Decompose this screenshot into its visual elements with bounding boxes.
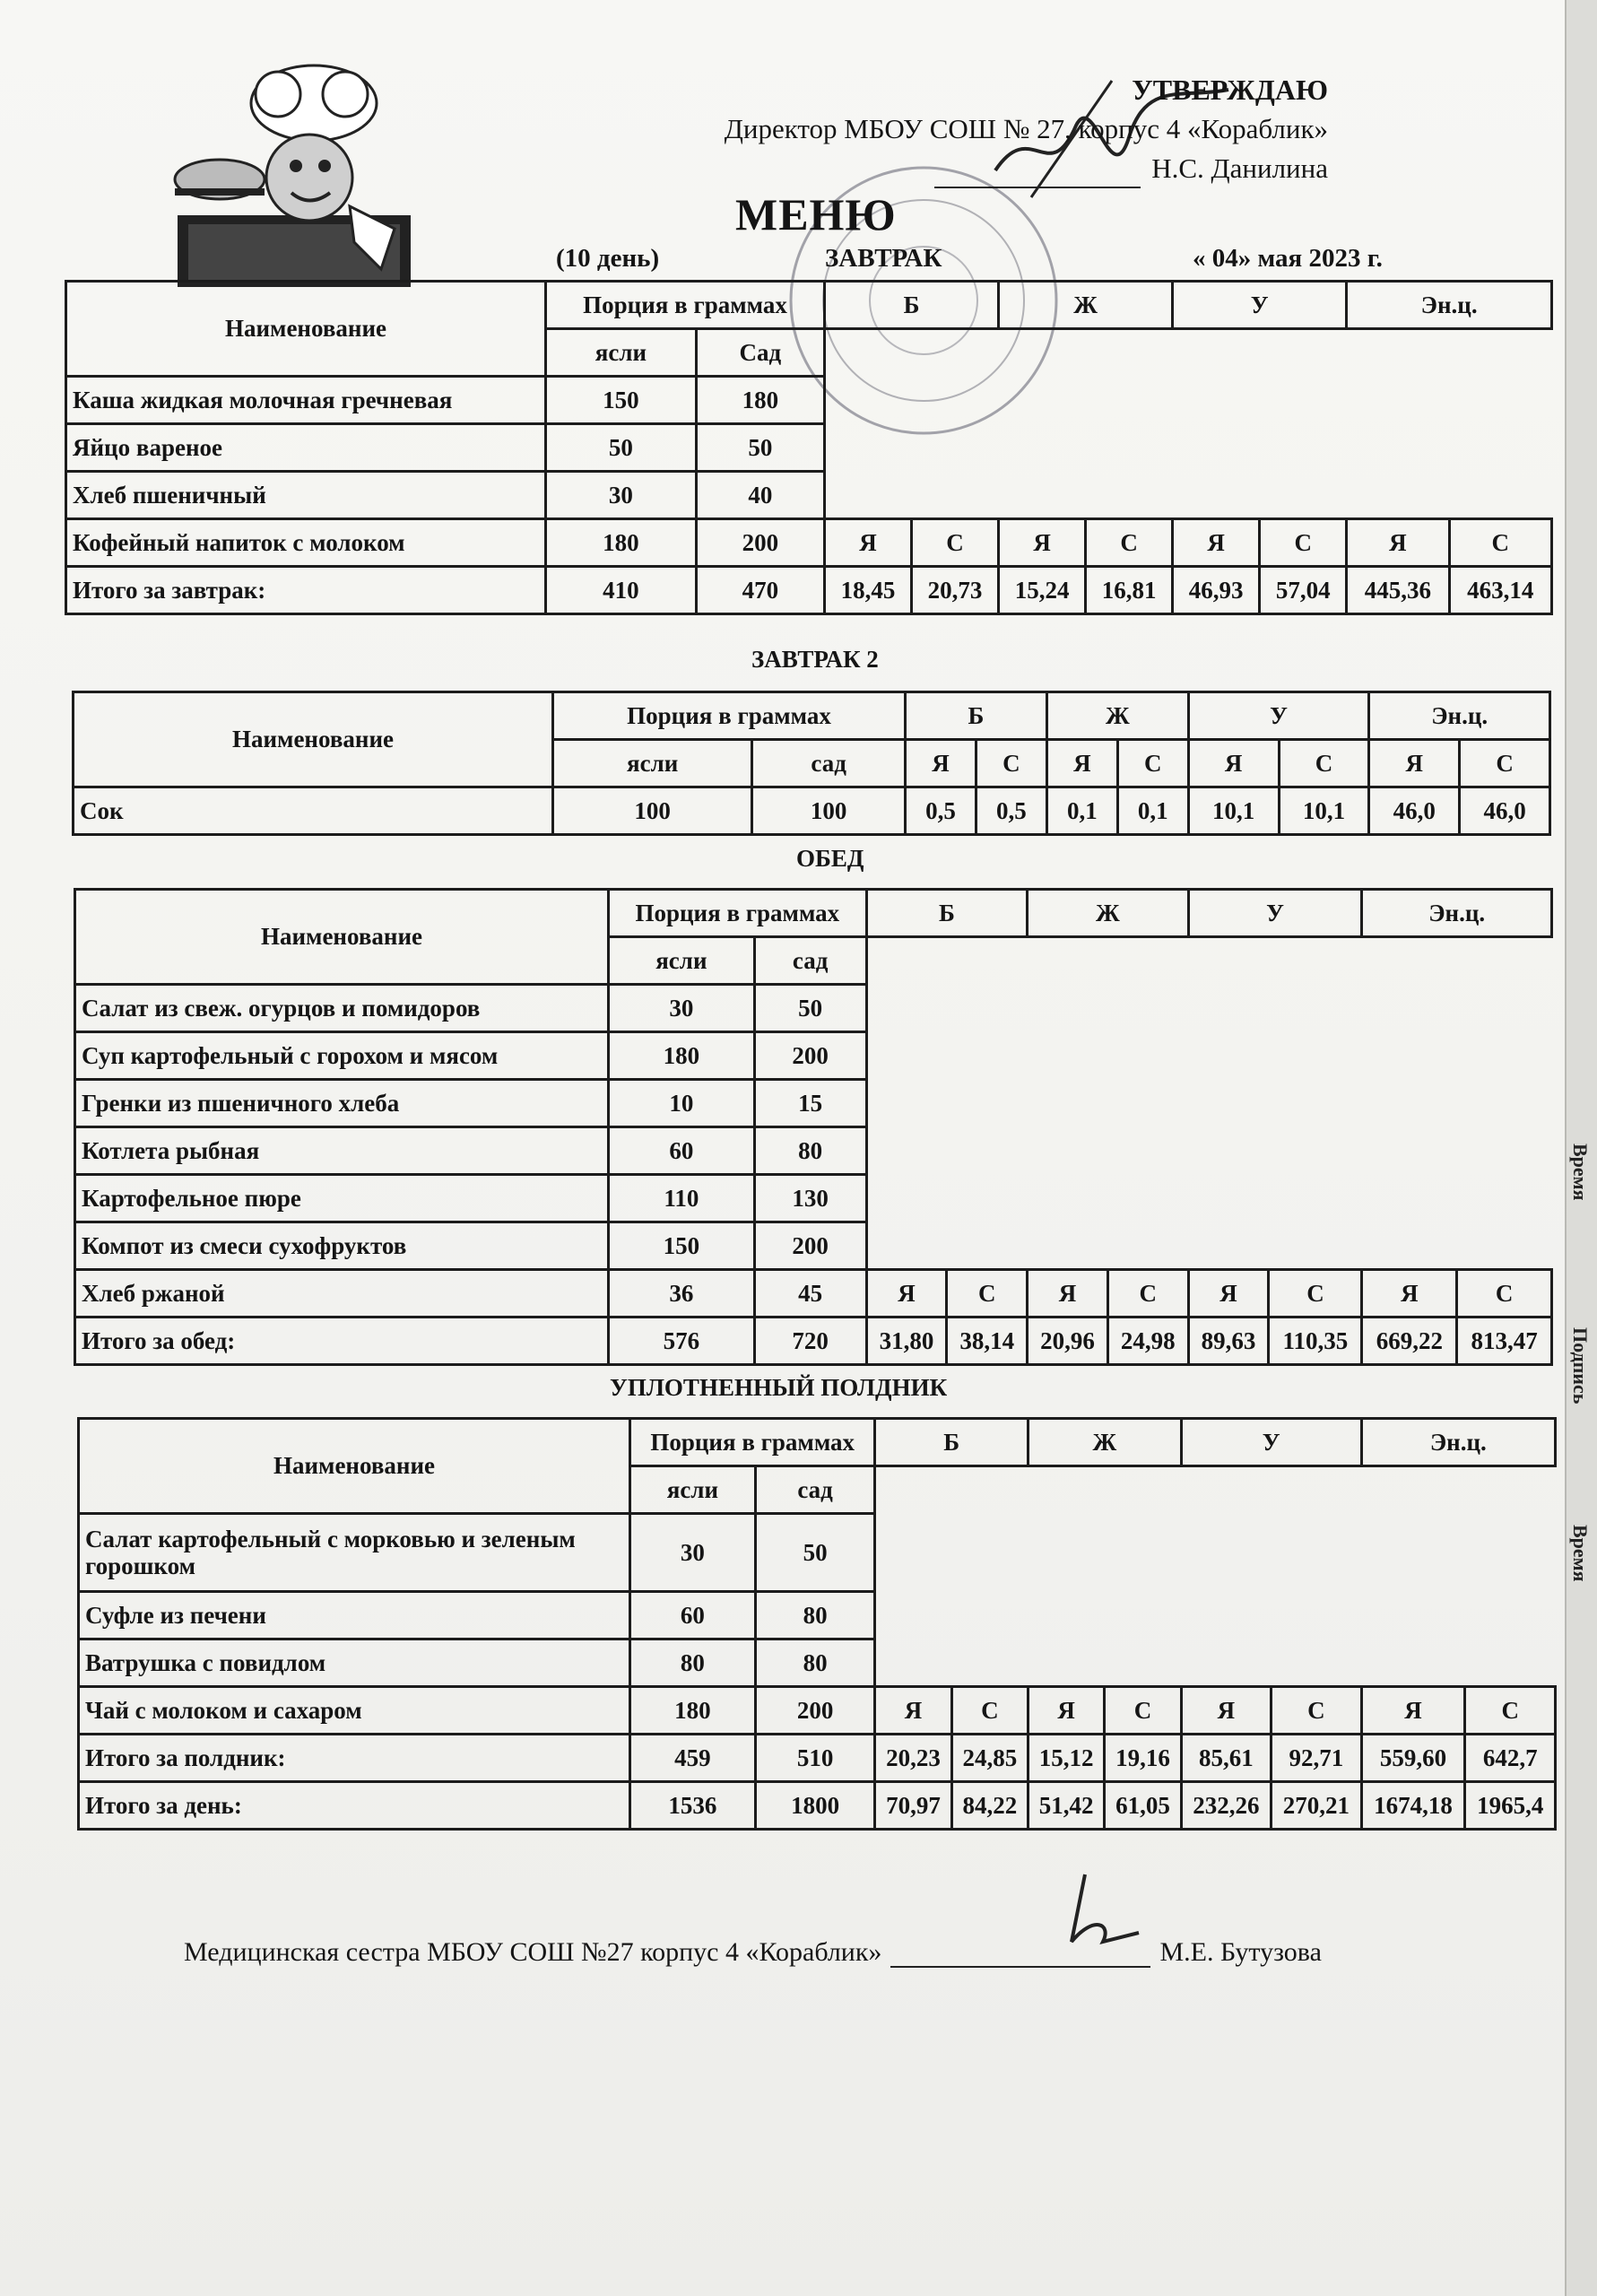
day-total-row: Итого за день: 1536 1800 70,97 84,22 51,42 61,05 232,26 270,21 1674,18 1965,4 bbox=[79, 1782, 1556, 1830]
col-zh: Ж bbox=[999, 282, 1173, 329]
table-row: Салат из свеж. огурцов и помидоров 30 50 bbox=[75, 985, 1552, 1032]
snack-title: УПЛОТНЕННЫЙ ПОЛДНИК bbox=[610, 1374, 948, 1401]
director-name: Н.С. Данилина bbox=[1151, 152, 1328, 184]
breakfast-table bbox=[65, 280, 1553, 615]
side-label-signature: Подпись bbox=[1569, 1327, 1592, 1405]
nurse-signature-line bbox=[890, 1941, 1150, 1968]
col-sad: Сад bbox=[696, 329, 824, 377]
table-row: Котлета рыбная 60 80 bbox=[75, 1127, 1552, 1175]
table-row: Гренки из пшеничного хлеба 10 15 bbox=[75, 1080, 1552, 1127]
table-row: Суп картофельный с горохом и мясом 180 200 bbox=[75, 1032, 1552, 1080]
breakfast2-table: Наименование Порция в граммах Б Ж У Эн.ц. ясли сад Я С Я С Я С Я С Сок 100 100 0,5 0,5 0,1 0,1 10,1 10,1 46,0 46,0 bbox=[72, 691, 1551, 836]
side-label-time-2: Время bbox=[1569, 1525, 1592, 1582]
footer-nurse bbox=[184, 1937, 1322, 1968]
director-signature-line bbox=[934, 161, 1141, 188]
table-row: Каша жидкая молочная гречневая 150 180 bbox=[66, 377, 1552, 424]
day-number: (10 день) bbox=[556, 244, 660, 273]
menu-date: « 04» мая 2023 г. bbox=[1193, 244, 1383, 273]
approval-block bbox=[725, 70, 1328, 188]
table-row: Компот из смеси сухофруктов 150 200 bbox=[75, 1222, 1552, 1270]
col-b: Б bbox=[824, 282, 998, 329]
col-portion: Порция в граммах bbox=[546, 282, 825, 329]
col-name: Наименование bbox=[66, 282, 546, 377]
table-row: Салат картофельный с морковью и зеленым горошком 30 50 bbox=[79, 1514, 1556, 1592]
table-row: Ватрушка с повидлом 80 80 bbox=[79, 1639, 1556, 1687]
table-row: Суфле из печени 60 80 bbox=[79, 1592, 1556, 1639]
table-row: Чай с молоком и сахаром 180 200 Я С Я С Я С Я С bbox=[79, 1687, 1556, 1735]
table-row: Сок 100 100 0,5 0,5 0,1 0,1 10,1 10,1 46,0 46,0 bbox=[74, 787, 1550, 835]
nurse-label: Медицинская сестра МБОУ СОШ №27 корпус 4 «Кораблик» bbox=[184, 1937, 882, 1967]
total-row: Итого за полдник: 459 510 20,23 24,85 15,12 19,16 85,61 92,71 559,60 642,7 bbox=[79, 1735, 1556, 1782]
nurse-name: М.Е. Бутузова bbox=[1159, 1937, 1322, 1967]
side-label-time-1: Время bbox=[1569, 1144, 1592, 1201]
table-row: Яйцо вареное 50 50 bbox=[66, 424, 1552, 472]
table-row: Хлеб пшеничный 30 40 bbox=[66, 472, 1552, 519]
col-yasli: ясли bbox=[546, 329, 697, 377]
total-row: Итого за завтрак: 410 470 18,45 20,73 15,24 16,81 46,93 57,04 445,36 463,14 bbox=[66, 567, 1552, 614]
menu-title: МЕНЮ bbox=[735, 189, 897, 239]
snack-table: Наименование Порция в граммах Б Ж У Эн.ц. ясли сад Салат картофельный с морковью и зеленым горошком 30 50 Суфле из печени 60 80 Ватрушка с повидлом 80 80 Чай с молоком и сахаром 180 200 Я С Я С Я С Я С Итого за полдник: 459 510 20,23 24,85 15,12 19,16 85,61 92,71 559,60 642,7 Итого за день: 1536 1800 70,97 84,22 51,42 61,05 232,26 270,21 1674,18 1965,4 bbox=[77, 1417, 1557, 1831]
approval-title: УТВЕРЖДАЮ bbox=[1132, 74, 1328, 106]
director-line: Директор МБОУ СОШ № 27, корпус 4 «Кораблик» bbox=[724, 113, 1328, 144]
lunch-table: Наименование Порция в граммах Б Ж У Эн.ц. ясли сад Салат из свеж. огурцов и помидоров 30 50 Суп картофельный с горохом и мясом 180 200 Гренки из пшеничного хлеба 10 15 Котлета рыбная 60 80 Картофельное пюре 110 130 Компот из смеси сухофруктов 150 200 Хлеб ржаной 36 45 Я С Я С Я С Я С Итого за обед: 576 720 31,80 38,14 20,96 24,98 89,63 110,35 669,22 813,47 bbox=[74, 888, 1553, 1366]
lunch-title: ОБЕД bbox=[796, 845, 864, 872]
breakfast2-title: ЗАВТРАК 2 bbox=[751, 646, 879, 673]
table-row: Картофельное пюре 110 130 bbox=[75, 1175, 1552, 1222]
meal-breakfast-title: ЗАВТРАК bbox=[825, 244, 942, 273]
table-row: Кофейный напиток с молоком 180 200 Я С Я С Я С Я С bbox=[66, 519, 1552, 567]
col-u: У bbox=[1173, 282, 1347, 329]
col-en: Эн.ц. bbox=[1347, 282, 1552, 329]
chef-logo bbox=[170, 63, 430, 291]
total-row: Итого за обед: 576 720 31,80 38,14 20,96 24,98 89,63 110,35 669,22 813,47 bbox=[75, 1318, 1552, 1365]
table-row: Хлеб ржаной 36 45 Я С Я С Я С Я С bbox=[75, 1270, 1552, 1318]
